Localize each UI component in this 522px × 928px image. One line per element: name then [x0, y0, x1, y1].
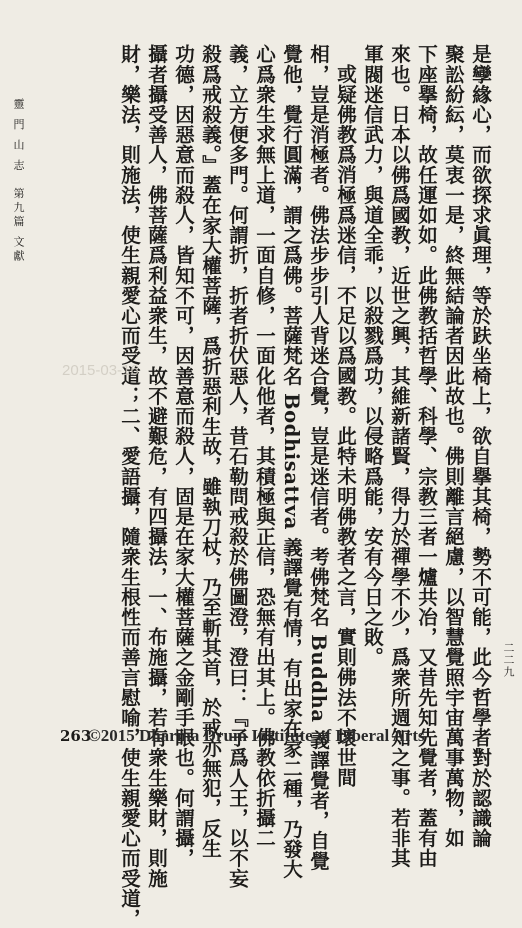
text-column: 覺他，覺行圓滿，謂之爲佛。菩薩梵名 Bodhisattva 義譯覺有情，有出家在家二種，乃發大: [280, 44, 303, 880]
text-column: 攝者攝受善人，佛菩薩爲利益衆生，故不避艱危，有四攝法，一、布施攝，若有衆生樂財，則施: [145, 44, 168, 889]
text-column: 功德，因惡意而殺人，皆知不可，因善意而殺人，固是在家大權菩薩之金剛手眼也。何謂攝，: [172, 44, 195, 869]
text-column: 下座擧椅，故任運如如。此佛教括哲學、科學、宗教三者一爐共冶，又昔先知先覺者，蓋有由: [415, 44, 438, 869]
text-column: 來也。日本以佛爲國教，近世之興，其維新諸賢，得力於禪學不少，爲衆所週知之事。若非其: [388, 44, 411, 869]
footer-page-number: 263: [60, 727, 92, 745]
text-column: 心爲衆生求無上道，一面自修，一面化他者，其積極與正信，恐無有出其上。佛教依折攝二: [253, 44, 276, 848]
footer-copyright: ©2015 Dharma Drum Institute of Liberal Arts: [88, 726, 425, 745]
text-column: 財，樂法，則施法，使生親愛心而受道；二、愛語攝，隨衆生根性而善言慰喻，使生親愛心而受道，: [118, 44, 141, 928]
text-column: 殺爲戒殺義。』蓋在家大權菩薩，爲折惡利生故，雖執刀杖，乃至斬其首，於戒亦無犯，反生: [199, 44, 222, 859]
text-column: 是孿緣心，而欲探求眞理，等於趺坐椅上，欲自擧其椅，勢不可能，此今哲學者對於認識論: [469, 44, 492, 848]
page-number: 二二九: [502, 642, 515, 678]
text-column: 相，豈是消極者。佛法步步引人背迷合覺，豈是迷信者。考佛梵名 Buddha 義譯覺者，自覺: [307, 44, 330, 871]
text-column: 或疑佛教爲消極爲迷信，不足以爲國教。此特未明佛教者之言，實則佛法不壞世間: [334, 64, 357, 788]
text-column: 義，立方便多門。何謂折，折者折伏惡人，昔石勒問戒殺於佛圖澄，澄曰：『子爲人王，以不妄: [226, 44, 249, 889]
date-watermark: 2015-03-16: [62, 362, 139, 379]
running-head: 靈 門 山 志 第九篇 文獻: [12, 98, 25, 264]
text-column: 軍閥迷信武力，與道全乖，以殺戮爲功，以侵略爲能，安有今日之敗。: [361, 44, 384, 668]
text-column: 聚訟紛紜，莫衷一是，終無結論者因此故也。佛則離言絕慮，以智慧覺照宇宙萬事萬物，如: [442, 44, 465, 848]
